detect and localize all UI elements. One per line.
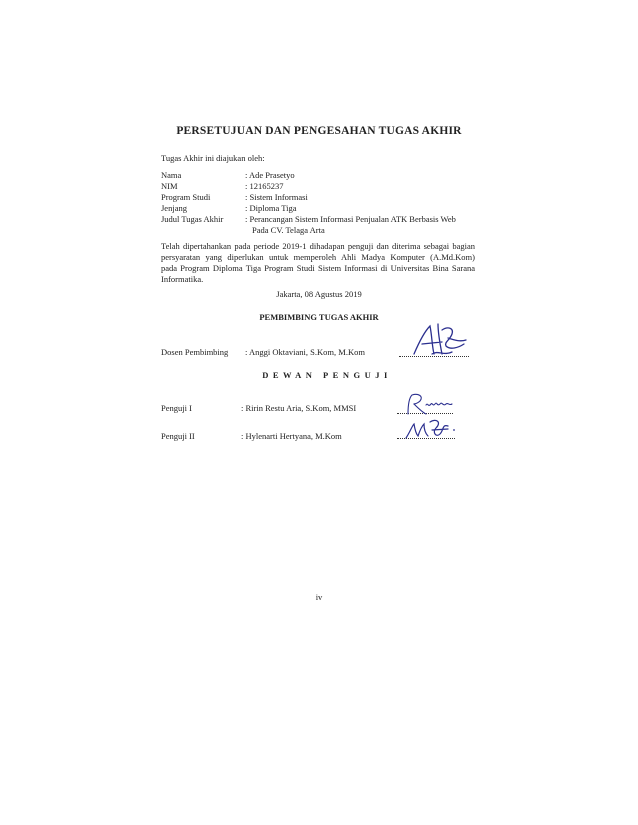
page-number: iv (315, 592, 323, 602)
field-value: : 12165237 (245, 181, 284, 191)
field-value-line2: Pada CV. Telaga Arta (252, 225, 325, 235)
signer-name: : Anggi Oktaviani, S.Kom, M.Kom (245, 347, 365, 357)
signer-label: Penguji I (161, 403, 192, 413)
field-label: Judul Tugas Akhir (161, 214, 224, 224)
paragraph-line: persyaratan yang diperlukan untuk memperoleh Ahli Madya Komputer (A.Md.Kom) (161, 252, 475, 262)
approval-paragraph (161, 241, 475, 285)
signer-name: : Hylenarti Hertyana, M.Kom (241, 431, 342, 441)
field-value: : Sistem Informasi (245, 192, 308, 202)
document-title: PERSETUJUAN DAN PENGESAHAN TUGAS AKHIR (176, 125, 462, 137)
field-label: Program Studi (161, 192, 211, 202)
signature-penguji-1 (404, 392, 456, 416)
paragraph-line: pada Program Diploma Tiga Program Studi Sistem Informasi di Universitas Bina Sarana (161, 263, 475, 273)
signer-label: Penguji II (161, 431, 195, 441)
signature-pembimbing (408, 320, 472, 360)
field-label: Nama (161, 170, 182, 180)
field-label: Jenjang (161, 203, 187, 213)
paragraph-line: Telah dipertahankan pada periode 2019-1 dihadapan penguji dan diterima sebagai bagian (161, 241, 475, 251)
field-label: NIM (161, 181, 178, 191)
signature-penguji-2 (402, 416, 458, 442)
dewan-penguji-heading: DEWAN PENGUJI (262, 370, 392, 380)
field-value: : Ade Prasetyo (245, 170, 295, 180)
paragraph-line: Informatika. (161, 274, 204, 284)
pembimbing-heading: PEMBIMBING TUGAS AKHIR (259, 312, 379, 322)
signer-name: : Ririn Restu Aria, S.Kom, MMSI (241, 403, 357, 413)
field-value: : Diploma Tiga (245, 203, 297, 213)
intro-text: Tugas Akhir ini diajukan oleh: (161, 153, 265, 163)
field-value: : Perancangan Sistem Informasi Penjualan ATK Berbasis Web (245, 214, 456, 224)
place-date: Jakarta, 08 Agustus 2019 (276, 289, 362, 299)
signer-label: Dosen Pembimbing (161, 347, 229, 357)
